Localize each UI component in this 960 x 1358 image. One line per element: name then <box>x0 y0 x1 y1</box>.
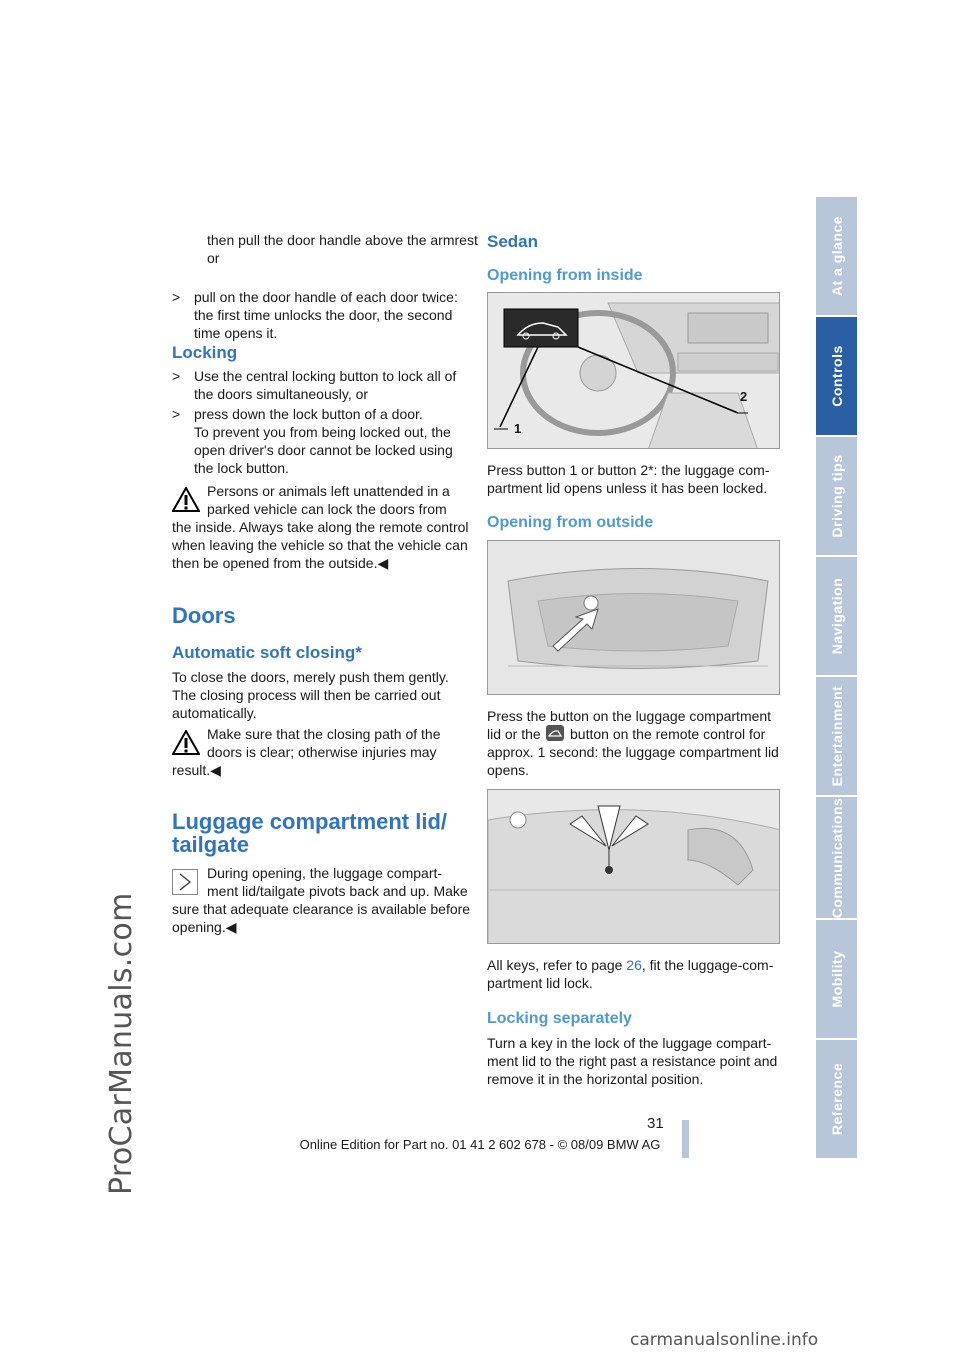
tab-entertainment[interactable] <box>816 677 857 797</box>
doors-heading: Doors <box>172 603 236 628</box>
locking-separately-line-2: ment lid to the right past a resistance point and <box>487 1053 778 1069</box>
bullet-marker: > <box>172 406 181 422</box>
callout-1: 1 <box>514 421 522 436</box>
tab-at-a-glance[interactable] <box>816 197 857 317</box>
outside-line-4: opens. <box>487 762 530 778</box>
side-watermark: ProCarManuals.com <box>104 892 139 1195</box>
warning-2-line-3: result.◀ <box>172 762 221 778</box>
lock-drawing <box>488 790 780 944</box>
note-icon <box>172 869 198 895</box>
opening-inside-heading: Opening from inside <box>487 267 643 284</box>
inside-line-1: Press button 1 or button 2*: the luggage com- <box>487 462 770 478</box>
trunk-drawing <box>488 541 780 695</box>
note-line-3: sure that adequate clearance is available before <box>172 901 471 917</box>
soft-closing-line-3: automatically. <box>172 705 257 721</box>
continued-text-1: then pull the door handle above the armrest <box>207 232 478 248</box>
note-line-1: During opening, the luggage compart- <box>207 865 443 881</box>
warning-1-line-2: parked vehicle can lock the doors from <box>207 501 447 517</box>
bullet-3-line-1: press down the lock button of a door. <box>194 406 423 422</box>
trunk-lock-illustration <box>487 789 780 944</box>
inside-line-2: partment lid opens unless it has been locked. <box>487 480 768 496</box>
tab-label: At a glance <box>828 215 845 297</box>
keys-line-2: partment lid lock. <box>487 975 593 991</box>
soft-closing-line-1: To close the doors, merely push them gently. <box>172 669 449 685</box>
tab-mobility[interactable] <box>816 920 857 1040</box>
bullet-marker: > <box>172 368 181 384</box>
note-line-2: ment lid/tailgate pivots back and up. Make <box>207 883 468 899</box>
warning-1-line-5: then be opened from the outside.◀ <box>172 555 389 571</box>
warning-icon <box>172 730 200 755</box>
page-number: 31 <box>647 1115 664 1132</box>
outside-line-2a: lid or the <box>487 726 541 742</box>
sedan-heading: Sedan <box>487 232 539 251</box>
interior-drawing <box>488 293 780 449</box>
bullet-1-line-3: time opens it. <box>194 325 278 341</box>
continued-text-2: or <box>207 250 220 266</box>
soft-closing-line-2: The closing process will then be carried out <box>172 687 441 703</box>
bullet-3-line-2: To prevent you from being locked out, the <box>194 424 451 440</box>
interior-illustration <box>487 292 780 449</box>
outside-line-3: approx. 1 second: the luggage compartment lid <box>487 744 779 760</box>
locking-separately-line-1: Turn a key in the lock of the luggage compart- <box>487 1035 772 1051</box>
tab-controls[interactable] <box>816 317 857 437</box>
outside-line-1: Press the button on the luggage compartment <box>487 708 772 724</box>
locking-separately-line-3: remove it in the horizontal position. <box>487 1071 704 1087</box>
tab-driving-tips[interactable] <box>816 437 857 557</box>
tab-label: Navigation <box>828 577 845 655</box>
soft-closing-heading: Automatic soft closing* <box>172 643 362 662</box>
warning-2-line-2: doors is clear; otherwise injuries may <box>207 744 437 760</box>
callout-2: 2 <box>740 389 748 404</box>
tab-navigation[interactable] <box>816 557 857 677</box>
tab-label: Entertainment <box>828 685 845 787</box>
bullet-2-line-1: Use the central locking button to lock all of <box>194 368 457 384</box>
warning-1-line-1: Persons or animals left unattended in a <box>207 483 450 499</box>
warning-1-line-4: when leaving the vehicle so that the vehicle can <box>172 537 468 553</box>
bullet-1-line-1: pull on the door handle of each door twice: <box>194 289 458 305</box>
bottom-watermark: carmanualsonline.info <box>630 1330 819 1350</box>
section-tabs <box>816 197 857 1160</box>
luggage-heading-2: tailgate <box>172 832 250 857</box>
keys-line-1 <box>487 956 773 974</box>
bullet-2-line-2: the doors simultaneously, or <box>194 386 369 402</box>
bullet-1-line-2: the first time unlocks the door, the second <box>194 307 453 323</box>
tab-label: Reference <box>828 1062 845 1136</box>
keys-text-a: All keys, refer to page <box>487 957 627 973</box>
page-26-link[interactable]: 26 <box>626 957 642 973</box>
tab-communications[interactable] <box>816 797 857 920</box>
keys-text-b: , fit the luggage-com- <box>641 957 774 973</box>
opening-outside-heading: Opening from outside <box>487 514 654 531</box>
outside-line-2b: button on the remote control for <box>570 726 766 742</box>
tab-label: Mobility <box>828 950 845 1008</box>
locking-separately-heading: Locking separately <box>487 1010 632 1027</box>
trunk-outside-illustration <box>487 540 780 695</box>
bullet-marker: > <box>172 289 181 305</box>
warning-icon <box>172 487 200 512</box>
locking-heading: Locking <box>172 343 238 362</box>
edition-footer: Online Edition for Part no. 01 41 2 602 678 - © 08/09 BMW AG <box>299 1137 661 1152</box>
tab-label: Communications <box>828 797 845 918</box>
tab-label: Controls <box>828 345 845 407</box>
note-line-4: opening.◀ <box>172 919 237 935</box>
warning-1-line-3: the inside. Always take along the remote control <box>172 519 469 535</box>
luggage-heading-1: Luggage compartment lid/ <box>172 809 448 834</box>
remote-trunk-button-icon <box>546 725 564 741</box>
bullet-3-line-3: open driver's door cannot be locked using <box>194 442 453 458</box>
tab-label: Driving tips <box>828 454 845 538</box>
warning-2-line-1: Make sure that the closing path of the <box>207 726 441 742</box>
bullet-3-line-4: the lock button. <box>194 460 289 476</box>
